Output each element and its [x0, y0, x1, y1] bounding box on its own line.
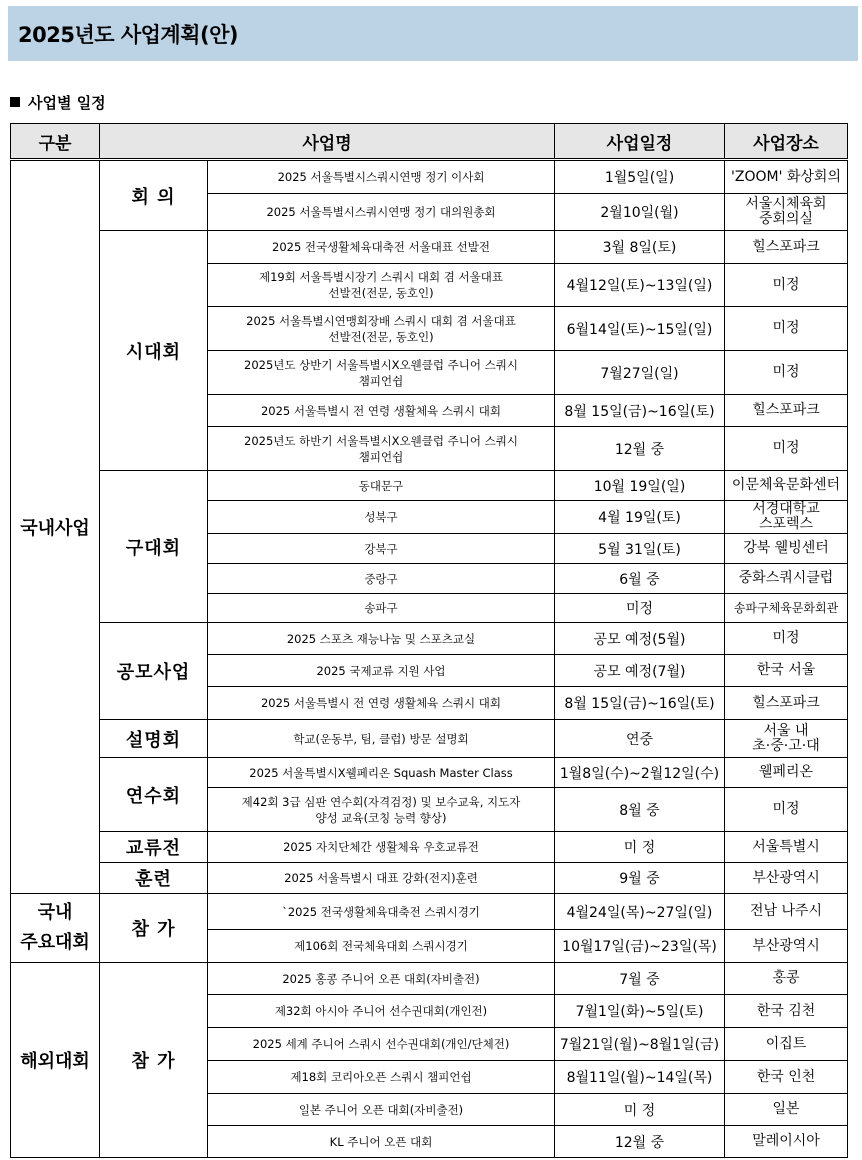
business-place: 서울 내 초·중·고·대 [725, 720, 848, 758]
business-place: 한국 김천 [725, 995, 848, 1028]
business-name: 2025년도 하반기 서울특별시X오웬클럽 주니어 스쿼시 챔피언쉽 [208, 427, 555, 471]
business-date: 10월 19일(일) [555, 471, 725, 501]
business-place: 미정 [725, 788, 848, 832]
subcategory-training: 연수회 [100, 758, 208, 832]
business-place: 전남 나주시 [725, 894, 848, 930]
business-name: KL 주니어 오픈 대회 [208, 1126, 555, 1158]
business-place: 홍콩 [725, 963, 848, 995]
subcategory-public-project: 공모사업 [100, 623, 208, 720]
business-place: 웰페리온 [725, 758, 848, 788]
business-place: 강북 웰빙센터 [725, 534, 848, 564]
business-place: 이집트 [725, 1028, 848, 1061]
business-place: 미정 [725, 264, 848, 307]
business-date: 8월 15일(금)~16일(토) [555, 395, 725, 427]
table-row [11, 160, 848, 194]
business-date: 12월 중 [555, 1126, 725, 1158]
subcategory-drill: 훈련 [100, 863, 208, 894]
subcategory-briefing: 설명회 [100, 720, 208, 758]
category-domestic-major: 국내 주요대회 [11, 894, 100, 963]
business-name: 성북구 [208, 501, 555, 534]
business-name: 2025 국제교류 지원 사업 [208, 655, 555, 687]
table-header-row [11, 124, 848, 160]
business-date: 연중 [555, 720, 725, 758]
business-name: 2025 스포츠 재능나눔 및 스포츠교실 [208, 623, 555, 655]
business-place: 중화스쿼시클럽 [725, 564, 848, 594]
business-date: 미 정 [555, 832, 725, 863]
business-date: 7월21일(월)~8월1일(금) [555, 1028, 725, 1061]
business-name: 동대문구 [208, 471, 555, 501]
header-location: 사업장소 [725, 124, 848, 160]
business-place: 이문체육문화센터 [725, 471, 848, 501]
business-name: 송파구 [208, 594, 555, 623]
business-name: 학교(운동부, 팀, 클럽) 방문 설명회 [208, 720, 555, 758]
header-business-name: 사업명 [100, 124, 555, 160]
business-name: 2025 홍콩 주니어 오픈 대회(자비출전) [208, 963, 555, 995]
title-banner [8, 6, 858, 61]
business-name: 2025 서울특별시 전 연령 생활체육 스쿼시 대회 [208, 395, 555, 427]
subcategory-meeting: 회 의 [100, 160, 208, 231]
business-date: 4월 19일(토) [555, 501, 725, 534]
business-name: 2025 서울특별시 대표 강화(전지)훈련 [208, 863, 555, 894]
business-name: 제32회 아시아 주니어 선수권대회(개인전) [208, 995, 555, 1028]
business-date: 1월5일(일) [555, 160, 725, 194]
business-name: 제19회 서울특별시장기 스쿼시 대회 겸 서울대표 선발전(전문, 동호인) [208, 264, 555, 307]
business-name: 2025 서울특별시스쿼시연맹 정기 대의원총회 [208, 194, 555, 231]
business-date: 8월 15일(금)~16일(토) [555, 687, 725, 720]
business-place: 'ZOOM' 화상회의 [725, 160, 848, 194]
business-name: 2025 전국생활체육대축전 서울대표 선발전 [208, 231, 555, 264]
business-place: 서울시체육회 중회의실 [725, 194, 848, 231]
business-name: 2025년도 상반기 서울특별시X오웬클럽 주니어 스쿼시 챔피언쉽 [208, 351, 555, 395]
business-date: 3월 8일(토) [555, 231, 725, 264]
business-place: 일본 [725, 1094, 848, 1126]
business-name: 중랑구 [208, 564, 555, 594]
table-row [11, 963, 848, 995]
square-bullet-icon [10, 97, 20, 107]
business-name: 강북구 [208, 534, 555, 564]
category-overseas: 해외대회 [11, 963, 100, 1158]
page-title: 2025년도 사업계획(안) [18, 23, 238, 47]
table-row [11, 471, 848, 501]
table-row [11, 623, 848, 655]
business-name: 2025 서울특별시연맹회장배 스쿼시 대회 겸 서울대표 선발전(전문, 동호인) [208, 307, 555, 351]
business-place: 힐스포파크 [725, 395, 848, 427]
business-name: 2025 서울특별시 전 연령 생활체육 스쿼시 대회 [208, 687, 555, 720]
business-place: 서울특별시 [725, 832, 848, 863]
business-place: 미정 [725, 623, 848, 655]
business-name: 일본 주니어 오픈 대회(자비출전) [208, 1094, 555, 1126]
business-place: 부산광역시 [725, 863, 848, 894]
schedule-table [10, 123, 848, 1158]
business-date: 미 정 [555, 1094, 725, 1126]
business-date: 7월 중 [555, 963, 725, 995]
business-place: 한국 서울 [725, 655, 848, 687]
business-place: 힐스포파크 [725, 687, 848, 720]
header-category: 구분 [11, 124, 100, 160]
subcategory-participation-domestic: 참 가 [100, 894, 208, 963]
business-place: 미정 [725, 427, 848, 471]
business-place: 말레이시아 [725, 1126, 848, 1158]
subcategory-participation-overseas: 참 가 [100, 963, 208, 1158]
business-date: 10월17일(금)~23일(목) [555, 930, 725, 963]
business-place: 송파구체육문화회관 [725, 594, 848, 623]
section-title: 사업별 일정 [28, 94, 106, 112]
business-place: 서경대학교 스포렉스 [725, 501, 848, 534]
business-place: 미정 [725, 307, 848, 351]
business-date: 2월10일(월) [555, 194, 725, 231]
table-row [11, 894, 848, 930]
business-date: 6월14일(토)~15일(일) [555, 307, 725, 351]
business-name: 제106회 전국체육대회 스쿼시경기 [208, 930, 555, 963]
table-row [11, 231, 848, 264]
business-date: 8월11일(월)~14일(목) [555, 1061, 725, 1094]
business-date: 8월 중 [555, 788, 725, 832]
section-heading [10, 92, 106, 113]
business-date: 4월12일(토)~13일(일) [555, 264, 725, 307]
table-row [11, 720, 848, 758]
business-date: 공모 예정(7월) [555, 655, 725, 687]
business-date: 미정 [555, 594, 725, 623]
table-row [11, 832, 848, 863]
subcategory-district-competition: 구대회 [100, 471, 208, 623]
business-name: 2025 서울특별시스쿼시연맹 정기 이사회 [208, 160, 555, 194]
business-name: 2025 세계 주니어 스쿼시 선수권대회(개인/단체전) [208, 1028, 555, 1061]
business-date: 9월 중 [555, 863, 725, 894]
business-date: 7월1일(화)~5일(토) [555, 995, 725, 1028]
table-row [11, 863, 848, 894]
business-name: 제18회 코리아오픈 스쿼시 챔피언쉽 [208, 1061, 555, 1094]
business-date: 7월27일(일) [555, 351, 725, 395]
business-date: 1월8일(수)~2월12일(수) [555, 758, 725, 788]
business-name: 2025 자치단체간 생활체육 우호교류전 [208, 832, 555, 863]
business-place: 힐스포파크 [725, 231, 848, 264]
business-date: 12월 중 [555, 427, 725, 471]
table-row [11, 758, 848, 788]
business-place: 부산광역시 [725, 930, 848, 963]
category-domestic: 국내사업 [11, 160, 100, 894]
subcategory-exchange: 교류전 [100, 832, 208, 863]
business-name: `2025 전국생활체육대축전 스쿼시경기 [208, 894, 555, 930]
business-name: 2025 서울특별시X웰페리온 Squash Master Class [208, 758, 555, 788]
business-place: 한국 인천 [725, 1061, 848, 1094]
business-date: 5월 31일(토) [555, 534, 725, 564]
business-date: 공모 예정(5월) [555, 623, 725, 655]
business-place: 미정 [725, 351, 848, 395]
subcategory-city-competition: 시대회 [100, 231, 208, 471]
business-date: 4월24일(목)~27일(일) [555, 894, 725, 930]
business-date: 6월 중 [555, 564, 725, 594]
header-schedule: 사업일정 [555, 124, 725, 160]
business-name: 제42회 3급 심판 연수회(자격검정) 및 보수교육, 지도자 양성 교육(코칭 능력 향상) [208, 788, 555, 832]
